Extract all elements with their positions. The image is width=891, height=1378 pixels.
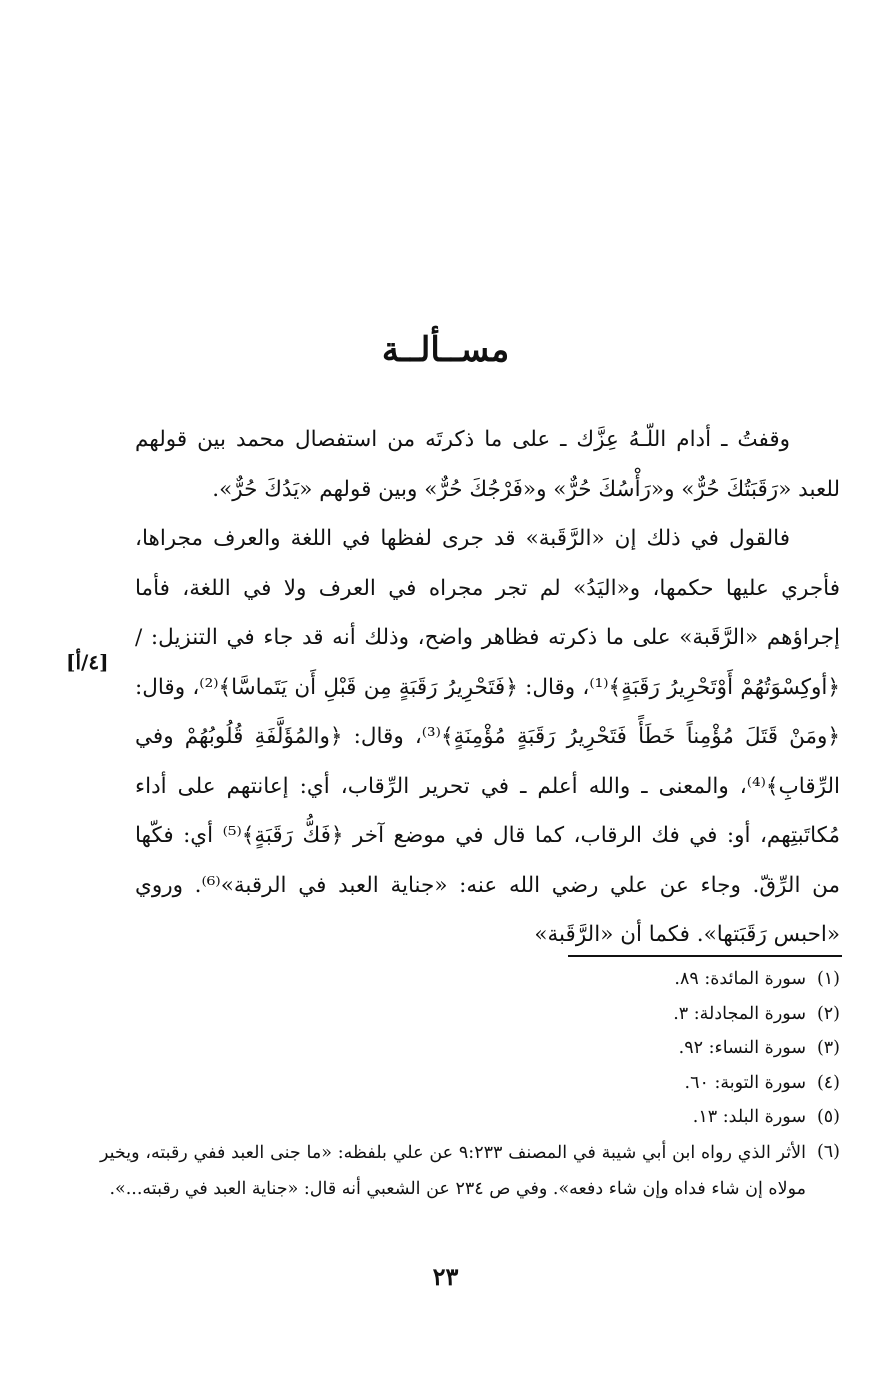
footnote-text: سورة التوبة: ٦٠. xyxy=(684,1072,806,1093)
page-number: ٢٣ xyxy=(432,1262,459,1291)
footnote-5 xyxy=(100,1100,840,1135)
footnote-number: (٢) xyxy=(816,1003,840,1024)
footnote-number: (١) xyxy=(816,969,840,989)
page-title: مســألــة xyxy=(381,330,510,370)
footnote-3 xyxy=(100,1031,840,1066)
footnote-number: (٣) xyxy=(816,1038,840,1058)
footnote-2 xyxy=(100,997,840,1032)
footnote-text: سورة المائدة: ٨٩. xyxy=(674,969,806,989)
body-text xyxy=(135,415,840,960)
footnote-1 xyxy=(100,962,840,997)
footnote-6 xyxy=(100,1135,840,1207)
manuscript-folio-ref: [٤/أ] xyxy=(66,650,109,674)
footnote-4 xyxy=(100,1066,840,1101)
footnote-number: (٦) xyxy=(816,1141,840,1162)
footnote-divider xyxy=(568,955,842,957)
footnote-text: الأثر الذي رواه ابن أبي شيبة في المصنف ٩:٢٣٣ عن علي بلفظه: «ما جنى العبد ففي رقبته، ويخير مولاه إن شاء فداه وإن شاء دفعه». وفي ص ٢٣٤ عن الشعبي أنه قال: «جناية العبد في رقبته...». xyxy=(100,1142,806,1199)
footnote-text: سورة المجادلة: ٣. xyxy=(673,1003,806,1024)
paragraph-2: فالقول في ذلك إن «الرَّقَبة» قد جرى لفظها في اللغة والعرف مجراها، فأجري عليها حكمها، و«اليَدُ» لم تجر مجراه في العرف ولا في اللغة، فأما إجراؤهم «الرَّقَبة» على ما ذكرته فظاهر واضح، وذلك أنه قد جاء في التنزيل: / ﴿أوكِسْوَتُهُمْ أَوْتَحْرِيرُ رَقَبَةٍ﴾⁽¹⁾، وقال: ﴿فَتَحْرِيرُ رَقَبَةٍ مِن قَبْلِ أَن يَتَماسَّا﴾⁽²⁾، وقال: ﴿ومَنْ قَتَلَ مُؤْمِناً خَطَأً فَتَحْرِيرُ رَقَبَةٍ مُؤْمِنَةٍ﴾⁽³⁾، وقال: ﴿والمُؤَلَّفَةِ قُلُوبُهُمْ وفي الرِّقابِ﴾⁽⁴⁾، والمعنى ـ والله أعلم ـ في تحرير الرِّقاب، أي: إعانتهم على أداء مُكاتَبتِهم، أو: في فك الرقاب، كما قال في موضع آخر ﴿فَكُّ رَقَبَةٍ﴾⁽⁵⁾ أي: فكّها من الرِّقّ. وجاء عن علي رضي الله عنه: «جناية العبد في الرقبة»⁽⁶⁾. وروي «احبس رَقَبَتها». فكما أن «الرَّقَبة» xyxy=(135,526,841,947)
footnote-text: سورة النساء: ٩٢. xyxy=(678,1038,806,1058)
footnotes xyxy=(100,962,840,1207)
footnote-number: (٥) xyxy=(816,1107,840,1127)
paragraph-1: وقفتُ ـ أدام اللّـهُ عِزَّك ـ على ما ذكرتَه من استفصال محمد بين قولهم للعبد «رَقَبَتُكَ حُرٌّ» و«رَأْسُكَ حُرٌّ» و«فَرْجُكَ حُرٌّ» وبين قولهم «يَدُكَ حُرٌّ». xyxy=(135,427,840,502)
footnote-text: سورة البلد: ١٣. xyxy=(692,1107,806,1127)
footnote-number: (٤) xyxy=(816,1072,840,1093)
